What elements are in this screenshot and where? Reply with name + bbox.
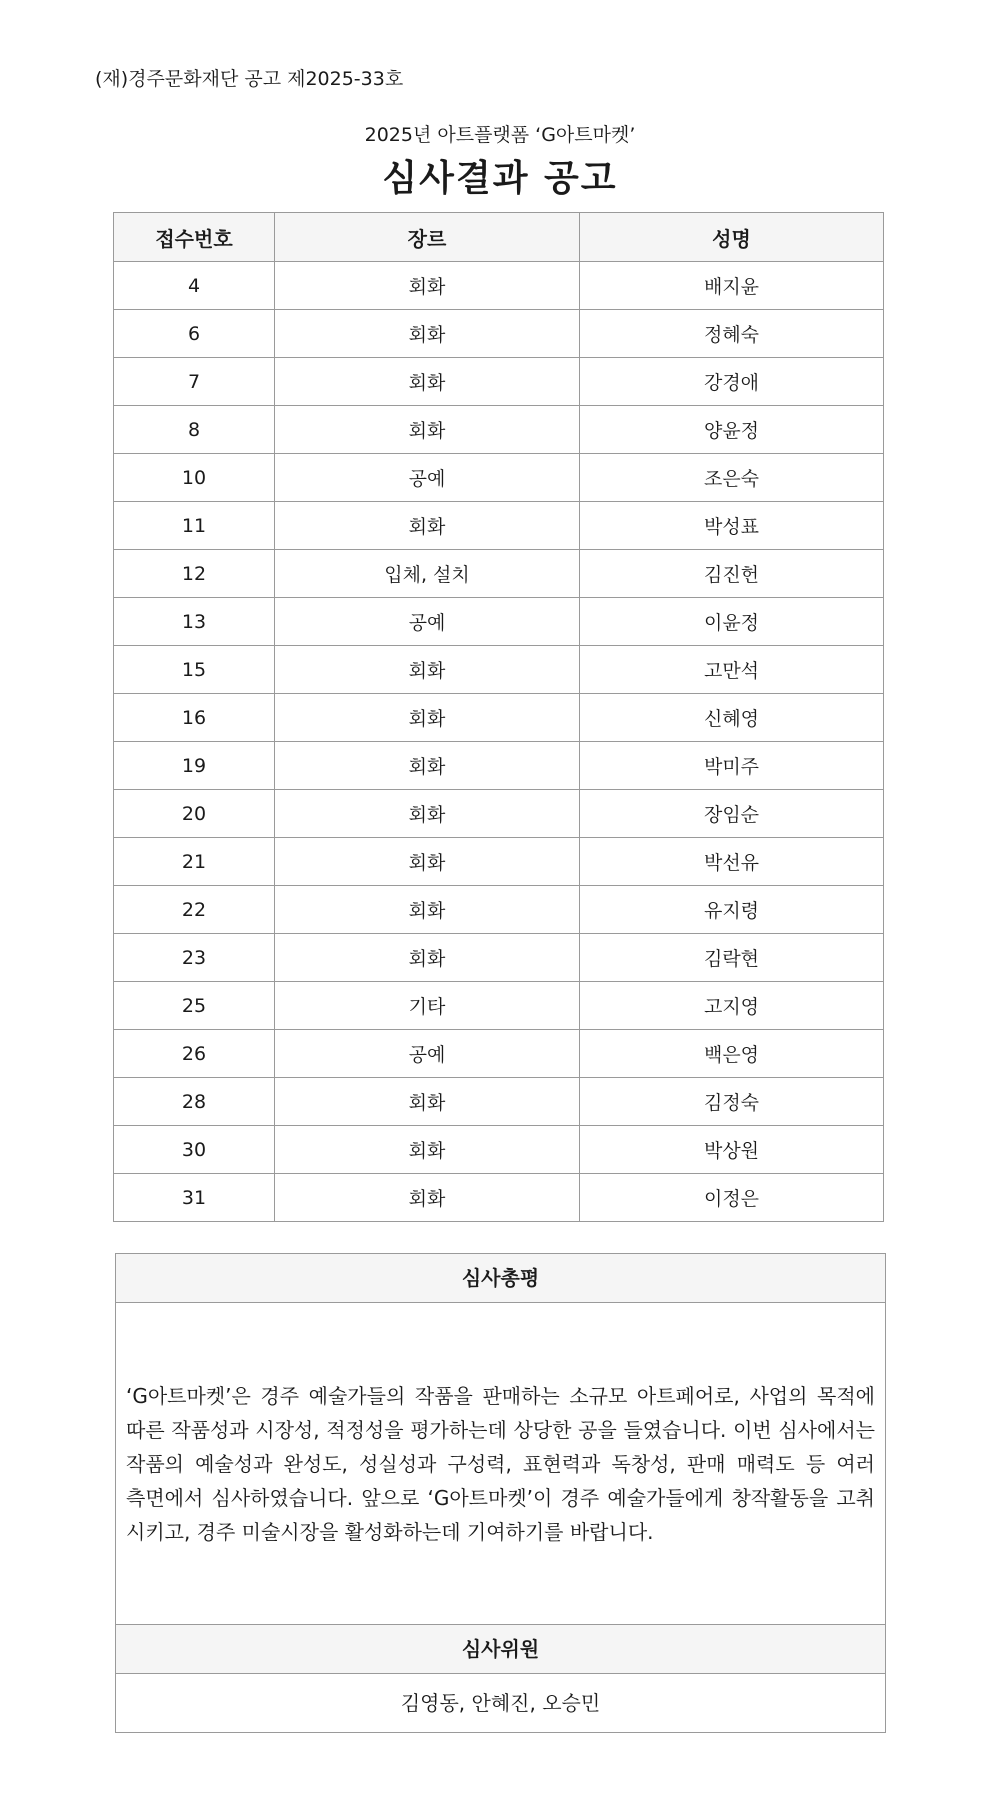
- cell-name: 강경애: [580, 358, 884, 406]
- cell-receipt-number: 4: [114, 262, 275, 310]
- cell-name: 박미주: [580, 742, 884, 790]
- cell-name: 고지영: [580, 982, 884, 1030]
- cell-receipt-number: 26: [114, 1030, 275, 1078]
- cell-genre: 회화: [275, 310, 580, 358]
- cell-name: 박성표: [580, 502, 884, 550]
- cell-name: 이정은: [580, 1174, 884, 1222]
- page-title: 심사결과 공고: [382, 158, 618, 199]
- cell-name: 조은숙: [580, 454, 884, 502]
- cell-receipt-number: 6: [114, 310, 275, 358]
- cell-name: 김락현: [580, 934, 884, 982]
- cell-receipt-number: 23: [114, 934, 275, 982]
- cell-genre: 회화: [275, 694, 580, 742]
- cell-receipt-number: 28: [114, 1078, 275, 1126]
- page-subtitle: 2025년 아트플랫폼 ‘G아트마켓’: [364, 124, 636, 146]
- cell-receipt-number: 15: [114, 646, 275, 694]
- cell-receipt-number: 12: [114, 550, 275, 598]
- cell-name: 백은영: [580, 1030, 884, 1078]
- table-row: [114, 358, 884, 406]
- cell-name: 김정숙: [580, 1078, 884, 1126]
- results-table: [113, 212, 884, 1222]
- review-text: ‘G아트마켓’은 경주 예술가들의 작품을 판매하는 소규모 아트페어로, 사업의 목적에 따른 작품성과 시장성, 적정성을 평가하는데 상당한 공을 들였습니다. 이번 심사에서는 작품의 예술성과 완성도, 성실성과 구성력, 표현력과 독창성, 판매 매력도 등 여러 측면에서 심사하였습니다. 앞으로 ‘G아트마켓’이 경주 예술가들에게 창작활동을 고취 시키고, 경주 미술시장을 활성화하는데 기여하기를 바랍니다.: [126, 1383, 875, 1544]
- cell-receipt-number: 13: [114, 598, 275, 646]
- cell-genre: 회화: [275, 934, 580, 982]
- cell-genre: 회화: [275, 262, 580, 310]
- cell-name: 장임순: [580, 790, 884, 838]
- cell-genre: 공예: [275, 454, 580, 502]
- cell-receipt-number: 31: [114, 1174, 275, 1222]
- table-row: [114, 598, 884, 646]
- cell-genre: 입체, 설치: [275, 550, 580, 598]
- cell-receipt-number: 10: [114, 454, 275, 502]
- cell-name: 유지령: [580, 886, 884, 934]
- cell-name: 배지윤: [580, 262, 884, 310]
- cell-genre: 회화: [275, 742, 580, 790]
- cell-name: 신혜영: [580, 694, 884, 742]
- table-row: [114, 1174, 884, 1222]
- judges-heading: 심사위원: [116, 1625, 885, 1674]
- cell-genre: 공예: [275, 598, 580, 646]
- table-row: [114, 742, 884, 790]
- cell-receipt-number: 22: [114, 886, 275, 934]
- cell-genre: 공예: [275, 1030, 580, 1078]
- cell-receipt-number: 19: [114, 742, 275, 790]
- table-row: [114, 886, 884, 934]
- table-row: [114, 262, 884, 310]
- cell-name: 고만석: [580, 646, 884, 694]
- table-row: [114, 694, 884, 742]
- cell-genre: 회화: [275, 886, 580, 934]
- cell-name: 김진헌: [580, 550, 884, 598]
- notice-number: (재)경주문화재단 공고 제2025-33호: [95, 68, 404, 90]
- cell-genre: 회화: [275, 502, 580, 550]
- cell-genre: 회화: [275, 1078, 580, 1126]
- cell-receipt-number: 11: [114, 502, 275, 550]
- cell-genre: 회화: [275, 838, 580, 886]
- cell-receipt-number: 7: [114, 358, 275, 406]
- header-receipt-number: 접수번호: [114, 213, 275, 262]
- cell-name: 이윤정: [580, 598, 884, 646]
- review-box: [115, 1253, 886, 1733]
- cell-receipt-number: 30: [114, 1126, 275, 1174]
- table-row: [114, 550, 884, 598]
- cell-genre: 회화: [275, 358, 580, 406]
- cell-receipt-number: 21: [114, 838, 275, 886]
- table-row: [114, 646, 884, 694]
- table-row: [114, 838, 884, 886]
- cell-name: 정혜숙: [580, 310, 884, 358]
- cell-receipt-number: 20: [114, 790, 275, 838]
- table-row: [114, 502, 884, 550]
- review-body: [116, 1303, 885, 1625]
- table-row: [114, 1126, 884, 1174]
- cell-receipt-number: 25: [114, 982, 275, 1030]
- table-row: [114, 406, 884, 454]
- cell-genre: 회화: [275, 646, 580, 694]
- cell-name: 양윤정: [580, 406, 884, 454]
- review-heading: 심사총평: [116, 1254, 885, 1303]
- cell-genre: 회화: [275, 406, 580, 454]
- cell-genre: 회화: [275, 790, 580, 838]
- table-row: [114, 934, 884, 982]
- cell-receipt-number: 16: [114, 694, 275, 742]
- cell-name: 박상원: [580, 1126, 884, 1174]
- table-header-row: [114, 213, 884, 262]
- cell-name: 박선유: [580, 838, 884, 886]
- cell-receipt-number: 8: [114, 406, 275, 454]
- table-row: [114, 982, 884, 1030]
- judges-names: 김영동, 안혜진, 오승민: [400, 1691, 601, 1715]
- table-row: [114, 790, 884, 838]
- cell-genre: 회화: [275, 1126, 580, 1174]
- table-row: [114, 1030, 884, 1078]
- header-genre: 장르: [275, 213, 580, 262]
- cell-genre: 기타: [275, 982, 580, 1030]
- table-row: [114, 454, 884, 502]
- cell-genre: 회화: [275, 1174, 580, 1222]
- table-row: [114, 310, 884, 358]
- table-row: [114, 1078, 884, 1126]
- header-name: 성명: [580, 213, 884, 262]
